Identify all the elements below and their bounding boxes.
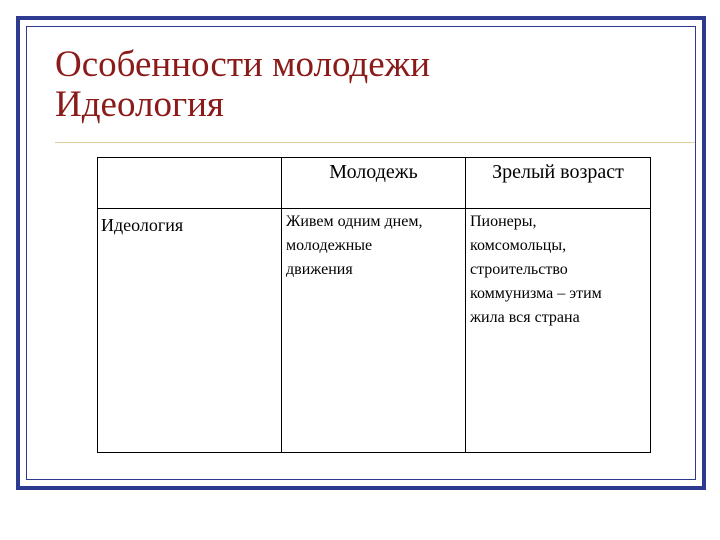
- slide-title: [55, 45, 430, 125]
- header-youth: Молодежь: [282, 158, 466, 209]
- cell-mature-ideology: Пионеры, комсомольцы, строительство коммунизма – этим жила вся страна: [466, 209, 651, 453]
- title-line-1: Особенности молодежи: [55, 44, 431, 85]
- comparison-table: [97, 157, 651, 453]
- title-line-2: Идеология: [55, 84, 224, 125]
- row-label-ideology: Идеология: [98, 209, 282, 453]
- table-header-row: [98, 158, 651, 209]
- slide-frame: [16, 16, 706, 490]
- title-divider: [55, 142, 695, 143]
- slide-inner-border: [26, 26, 696, 480]
- header-mature-age: Зрелый возраст: [466, 158, 651, 209]
- header-empty-cell: [98, 158, 282, 209]
- cell-youth-ideology: Живем одним днем, молодежные движения: [282, 209, 466, 453]
- table-row: [98, 209, 651, 453]
